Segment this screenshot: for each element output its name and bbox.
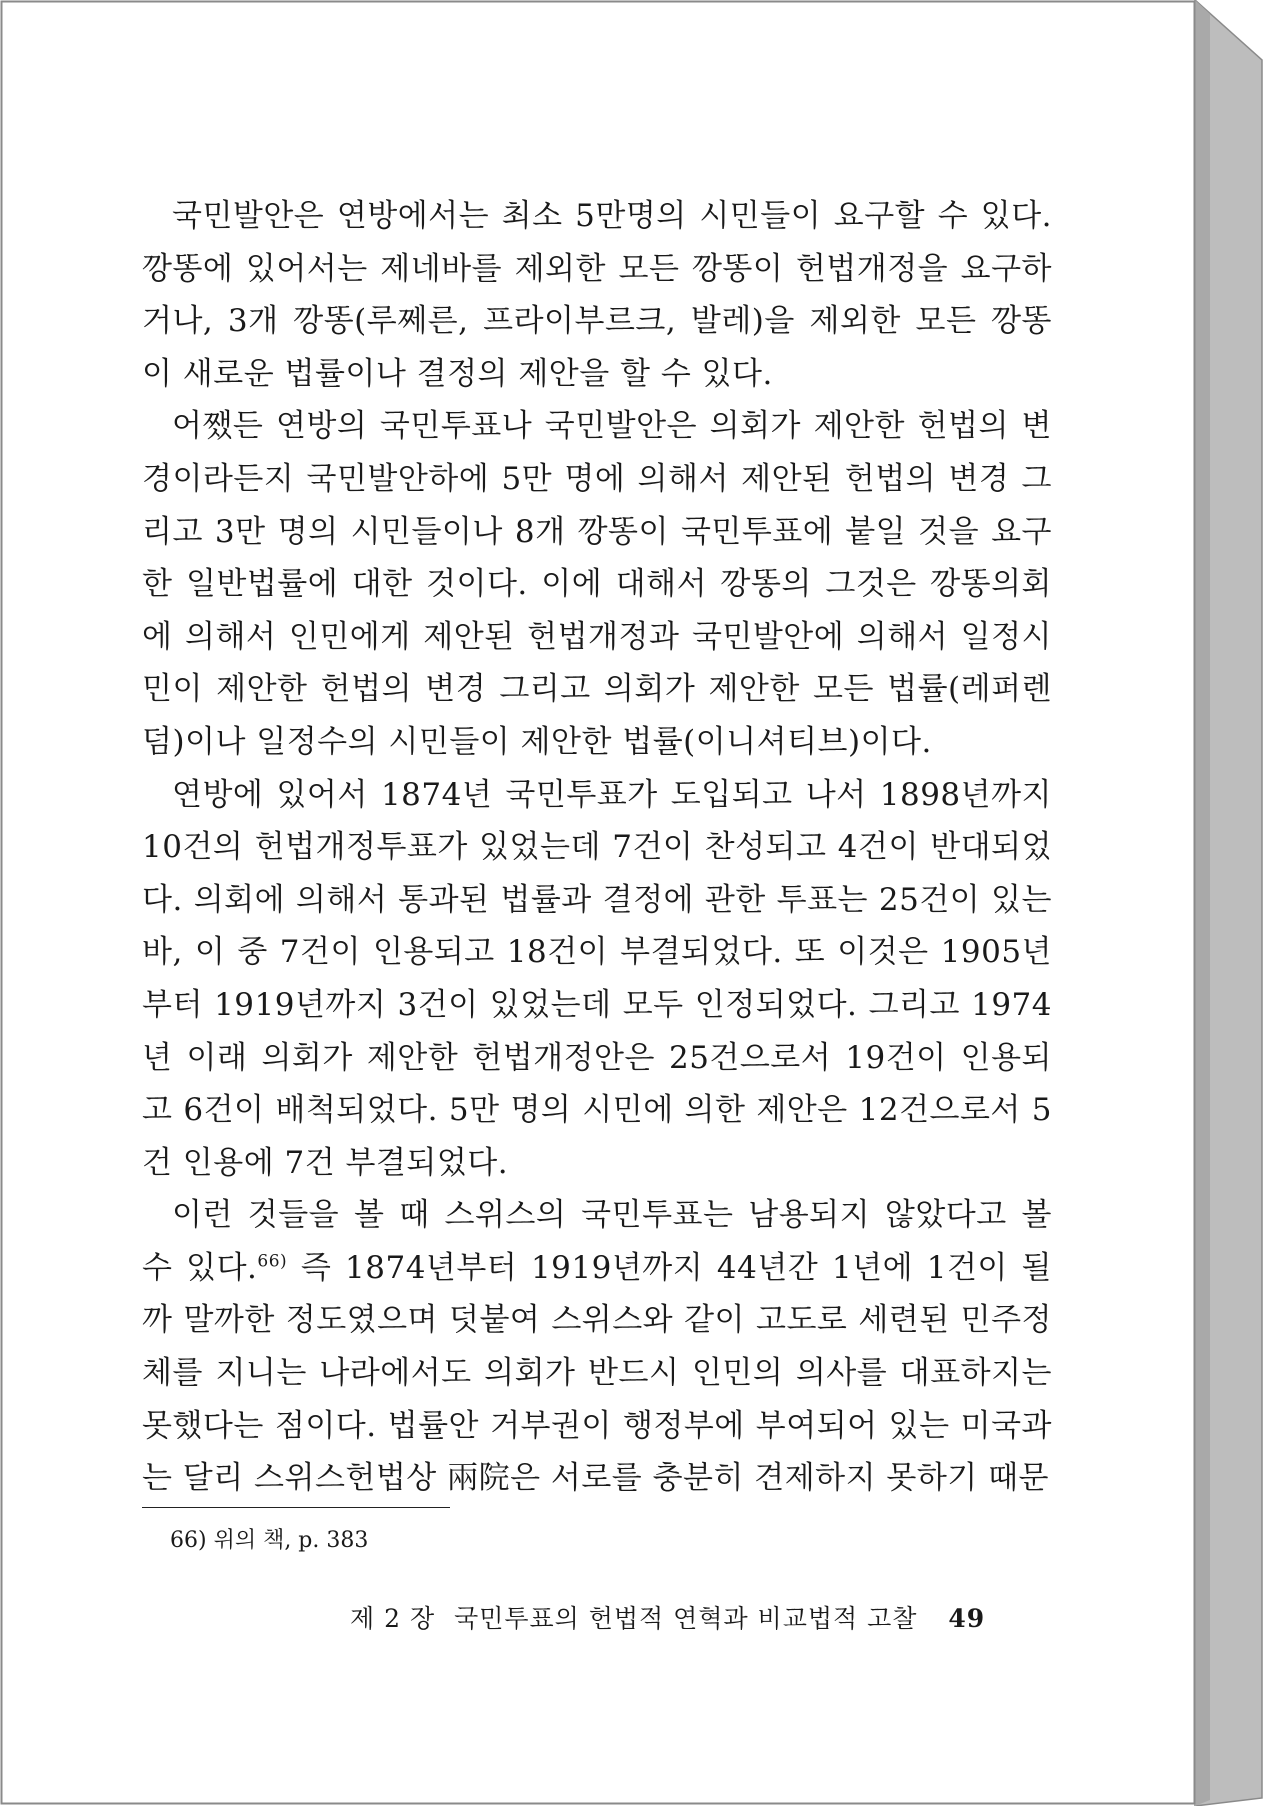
running-footer xyxy=(350,1603,985,1635)
paragraph-3: 연방에 있어서 1874년 국민투표가 도입되고 나서 1898년까지 10건의 헌법개정투표가 있었는데 7건이 찬성되고 4건이 반대되었다. 의회에 의해서 통과된 법률과 결정에 관한 투표는 25건이 있는바, 이 중 7건이 인용되고 18건이 부결되었다. 또 이것은 1905년부터 1919년까지 3건이 있었는데 모두 인정되었다. 그리고 1974년 이래 의회가 제안한 헌법개정안은 25건으로서 19건이 인용되고 6건이 배척되었다. 5만 명의 시민에 의한 제안은 12건으로서 5건 인용에 7건 부결되었다. xyxy=(142,776,1052,1181)
footnote-reference[interactable]: 66) xyxy=(257,1251,288,1272)
footnote-divider xyxy=(142,1507,450,1508)
chapter-title: 국민투표의 헌법적 연혁과 비교법적 고찰 xyxy=(454,1604,918,1633)
body-text xyxy=(142,190,1052,1505)
paragraph-1: 국민발안은 연방에서는 최소 5만명의 시민들이 요구할 수 있다. 깡똥에 있어서는 제네바를 제외한 모든 깡똥이 헌법개정을 요구하거나, 3개 깡똥(루쩨른, 프라이부르크, 발레)을 제외한 모든 깡똥이 새로운 법률이나 결정의 제안을 할 수 있다. xyxy=(142,198,1052,392)
book-spine-shade xyxy=(1195,0,1210,1806)
book-page xyxy=(60,40,1180,1760)
chapter-label: 제 2 장 xyxy=(350,1604,436,1633)
paragraph-4-rest: 즉 1874년부터 1919년까지 44년간 1년에 1건이 될까 말까한 정도였으며 덧붙여 스위스와 같이 고도로 세련된 민주정체를 지니는 나라에서도 의회가 반드시 인민의 의사를 대표하지는 못했다는 점이다. 법률안 거부권이 행정부에 부여되어 있는 미국과는 달리 스위스헌법상 兩院은 서로를 충분히 견제하지 못하기 때문 xyxy=(142,1249,1053,1497)
footnote: 66) 위의 책, p. 383 xyxy=(170,1528,369,1553)
paragraph-2: 어쨌든 연방의 국민투표나 국민발안은 의회가 제안한 헌법의 변경이라든지 국민발안하에 5만 명에 의해서 제안된 헌법의 변경 그리고 3만 명의 시민들이나 8개 깡똥이 국민투표에 붙일 것을 요구한 일반법률에 대한 것이다. 이에 대해서 깡똥의 그것은 깡똥의회에 의해서 인민에게 제안된 헌법개정과 국민발안에 의해서 일정시민이 제안한 헌법의 변경 그리고 의회가 제안한 모든 법률(레퍼렌덤)이나 일정수의 시민들이 제안한 법률(이니셔티브)이다. xyxy=(142,408,1052,760)
paragraph-4 xyxy=(142,1189,1052,1505)
paragraph-4-start: 이런 것들을 볼 때 스위스의 국민투표는 남용되지 않았다고 볼 수 있다. xyxy=(142,1197,1052,1286)
page-number: 49 xyxy=(948,1604,986,1633)
